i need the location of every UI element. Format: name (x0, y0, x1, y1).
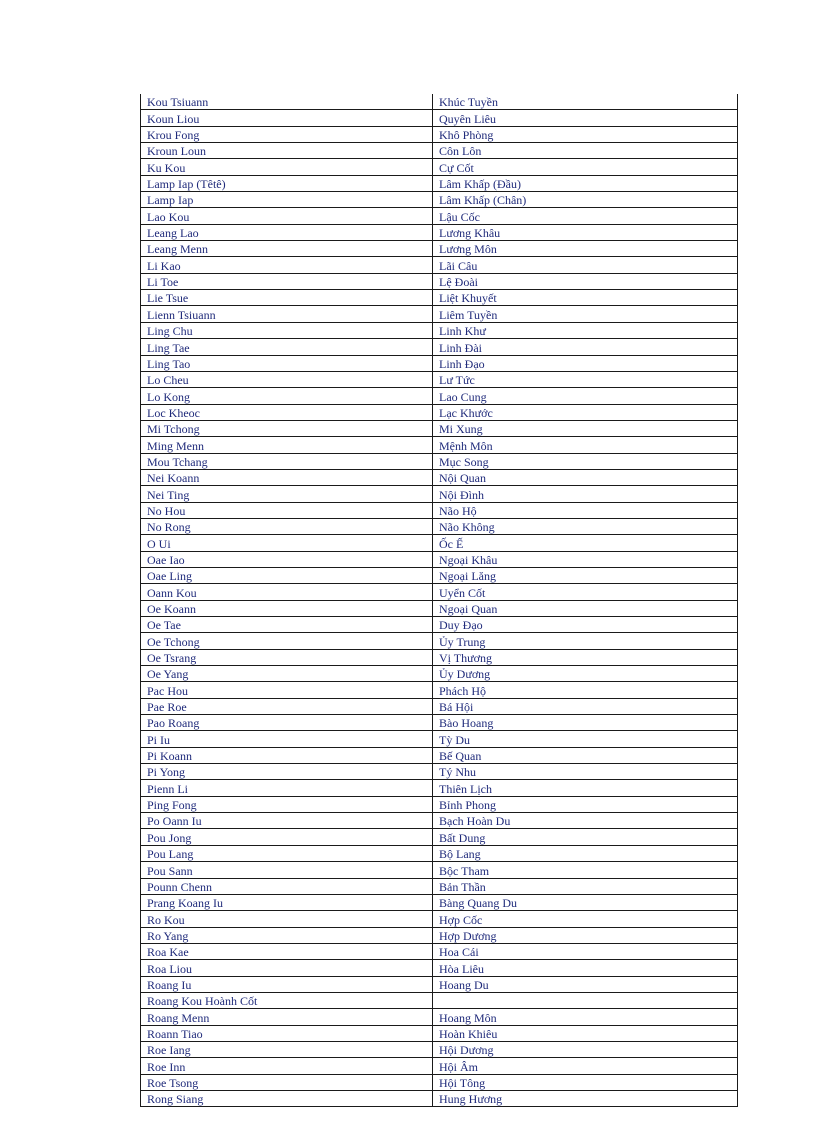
romanized-name-cell: Po Oann Iu (141, 813, 433, 829)
table-row (141, 584, 738, 600)
romanized-name-cell: Oae Iao (141, 551, 433, 567)
romanized-name-cell: Lamp Iap (Têtê) (141, 175, 433, 191)
romanized-name-cell: Oe Tchong (141, 633, 433, 649)
romanized-name-cell: Loc Kheoc (141, 404, 433, 420)
table-row (141, 159, 738, 175)
romanized-name-cell: Pac Hou (141, 682, 433, 698)
table-row (141, 486, 738, 502)
table-row (141, 273, 738, 289)
vietnamese-name-cell: Hoang Môn (433, 1009, 738, 1025)
table-row (141, 992, 738, 1008)
romanized-name-cell: Roe Tsong (141, 1074, 433, 1090)
table-row (141, 224, 738, 240)
vietnamese-name-cell: Khô Phòng (433, 126, 738, 142)
table-row (141, 1058, 738, 1074)
romanized-name-cell: Lao Kou (141, 208, 433, 224)
romanized-name-cell: Roe Iang (141, 1041, 433, 1057)
table-row (141, 535, 738, 551)
vietnamese-name-cell: Hợp Cốc (433, 911, 738, 927)
vietnamese-name-cell: Hội Dương (433, 1041, 738, 1057)
vietnamese-name-cell: Bộc Tham (433, 862, 738, 878)
table-row (141, 747, 738, 763)
romanized-name-cell: Ling Tao (141, 355, 433, 371)
vietnamese-name-cell: Hòa Liêu (433, 960, 738, 976)
table-row (141, 633, 738, 649)
romanized-name-cell: Li Kao (141, 257, 433, 273)
table-row (141, 600, 738, 616)
vietnamese-name-cell: Hội Tông (433, 1074, 738, 1090)
romanized-name-cell: Ku Kou (141, 159, 433, 175)
vietnamese-name-cell: Bản Thần (433, 878, 738, 894)
table-row (141, 551, 738, 567)
vietnamese-name-cell: Quyên Liêu (433, 110, 738, 126)
romanized-name-cell: No Rong (141, 518, 433, 534)
vietnamese-name-cell: Hoàn Khiêu (433, 1025, 738, 1041)
romanized-name-cell: Leang Menn (141, 241, 433, 257)
romanized-name-cell: Pae Roe (141, 698, 433, 714)
vietnamese-name-cell: Lâm Khấp (Đầu) (433, 175, 738, 191)
romanized-name-cell: Koun Liou (141, 110, 433, 126)
romanized-name-cell: Roang Kou Hoành Cốt (141, 992, 433, 1008)
table-row (141, 796, 738, 812)
romanized-name-cell: Pi Koann (141, 747, 433, 763)
romanized-name-cell: Lienn Tsiuann (141, 306, 433, 322)
romanized-name-cell: Roa Kae (141, 943, 433, 959)
table-row (141, 518, 738, 534)
romanized-name-cell: Oe Tsrang (141, 649, 433, 665)
romanized-name-cell: Kou Tsiuann (141, 94, 433, 110)
vietnamese-name-cell: Tý Nhu (433, 764, 738, 780)
romanized-name-cell: Ro Kou (141, 911, 433, 927)
table-row (141, 862, 738, 878)
table-row (141, 437, 738, 453)
vietnamese-name-cell: Thiên Lịch (433, 780, 738, 796)
romanized-name-cell: Pounn Chenn (141, 878, 433, 894)
vietnamese-name-cell: Nội Đình (433, 486, 738, 502)
table-row (141, 126, 738, 142)
table-row (141, 780, 738, 796)
romanized-name-cell: No Hou (141, 502, 433, 518)
romanized-name-cell: Ping Fong (141, 796, 433, 812)
table-row (141, 698, 738, 714)
vietnamese-name-cell: Bế Quan (433, 747, 738, 763)
table-row (141, 813, 738, 829)
table-row (141, 94, 738, 110)
vietnamese-name-cell: Cự Cốt (433, 159, 738, 175)
vietnamese-name-cell: Uyển Cốt (433, 584, 738, 600)
vietnamese-name-cell: Bất Dung (433, 829, 738, 845)
vietnamese-name-cell: Bạch Hoàn Du (433, 813, 738, 829)
table-row (141, 1090, 738, 1106)
romanized-name-cell: Oe Koann (141, 600, 433, 616)
table-row (141, 241, 738, 257)
vietnamese-name-cell: Linh Khư (433, 322, 738, 338)
vietnamese-name-cell: Vị Thương (433, 649, 738, 665)
table-row (141, 339, 738, 355)
table-row (141, 110, 738, 126)
romanized-name-cell: Ling Chu (141, 322, 433, 338)
romanized-name-cell: Ming Menn (141, 437, 433, 453)
vietnamese-name-cell: Hung Hương (433, 1090, 738, 1106)
vietnamese-name-cell: Bỉnh Phong (433, 796, 738, 812)
vietnamese-name-cell: Phách Hộ (433, 682, 738, 698)
vietnamese-name-cell: Bào Hoang (433, 715, 738, 731)
table-row (141, 943, 738, 959)
table-row (141, 469, 738, 485)
vietnamese-name-cell: Bàng Quang Du (433, 894, 738, 910)
romanized-name-cell: Oe Tae (141, 617, 433, 633)
vietnamese-name-cell: Hợp Dương (433, 927, 738, 943)
table-row (141, 927, 738, 943)
romanized-name-cell: Pou Lang (141, 845, 433, 861)
table-row (141, 371, 738, 387)
vietnamese-name-cell: Lạc Khước (433, 404, 738, 420)
vietnamese-name-cell: Khúc Tuyền (433, 94, 738, 110)
vietnamese-name-cell: Nội Quan (433, 469, 738, 485)
table-row (141, 829, 738, 845)
table-row (141, 143, 738, 159)
romanized-name-cell: Nei Ting (141, 486, 433, 502)
table-row (141, 617, 738, 633)
table-row (141, 878, 738, 894)
romanized-name-cell: Lo Cheu (141, 371, 433, 387)
romanized-name-cell: Pao Roang (141, 715, 433, 731)
table-row (141, 453, 738, 469)
table-row (141, 894, 738, 910)
table-row (141, 567, 738, 583)
romanized-name-cell: Roann Tiao (141, 1025, 433, 1041)
vietnamese-name-cell: Ngoại Khâu (433, 551, 738, 567)
vietnamese-name-cell: Mục Song (433, 453, 738, 469)
vietnamese-name-cell: Ủy Dương (433, 666, 738, 682)
romanized-name-cell: O Ui (141, 535, 433, 551)
romanized-name-cell: Roang Menn (141, 1009, 433, 1025)
romanized-name-cell: Roa Liou (141, 960, 433, 976)
romanized-name-cell: Ro Yang (141, 927, 433, 943)
table-row (141, 1074, 738, 1090)
romanized-name-cell: Pou Sann (141, 862, 433, 878)
table-row (141, 1025, 738, 1041)
table-row (141, 420, 738, 436)
romanized-name-cell: Pienn Li (141, 780, 433, 796)
vietnamese-name-cell: Não Không (433, 518, 738, 534)
table-body (141, 94, 738, 1107)
vietnamese-name-cell: Lệ Đoài (433, 273, 738, 289)
vietnamese-name-cell: Mi Xung (433, 420, 738, 436)
vietnamese-name-cell: Ủy Trung (433, 633, 738, 649)
vietnamese-name-cell: Bộ Lang (433, 845, 738, 861)
romanized-name-cell: Li Toe (141, 273, 433, 289)
table-row (141, 175, 738, 191)
table-row (141, 1009, 738, 1025)
romanized-name-cell: Oann Kou (141, 584, 433, 600)
vietnamese-name-cell: Hoa Cái (433, 943, 738, 959)
romanized-name-cell: Lamp Iap (141, 192, 433, 208)
table-row (141, 731, 738, 747)
romanized-name-cell: Leang Lao (141, 224, 433, 240)
romanized-name-cell: Oae Ling (141, 567, 433, 583)
romanized-name-cell: Mou Tchang (141, 453, 433, 469)
vietnamese-name-cell: Bá Hội (433, 698, 738, 714)
vietnamese-name-cell: Mệnh Môn (433, 437, 738, 453)
vietnamese-name-cell: Lậu Cốc (433, 208, 738, 224)
table-row (141, 257, 738, 273)
romanized-name-cell: Roang Iu (141, 976, 433, 992)
table-row (141, 208, 738, 224)
table-row (141, 649, 738, 665)
romanized-name-cell: Mi Tchong (141, 420, 433, 436)
vietnamese-name-cell: Liệt Khuyết (433, 290, 738, 306)
vietnamese-name-cell: Ngoại Quan (433, 600, 738, 616)
romanized-name-cell: Kroun Loun (141, 143, 433, 159)
vietnamese-name-cell: Lương Khâu (433, 224, 738, 240)
romanized-name-cell: Ling Tae (141, 339, 433, 355)
romanized-name-cell: Oe Yang (141, 666, 433, 682)
vietnamese-name-cell: Duy Đạo (433, 617, 738, 633)
vietnamese-name-cell: Hội Âm (433, 1058, 738, 1074)
romanized-name-cell: Pou Jong (141, 829, 433, 845)
vietnamese-name-cell: Lãi Câu (433, 257, 738, 273)
romanized-name-cell: Lie Tsue (141, 290, 433, 306)
romanized-name-cell: Prang Koang Iu (141, 894, 433, 910)
vietnamese-name-cell: Linh Đài (433, 339, 738, 355)
table-row (141, 192, 738, 208)
table-row (141, 355, 738, 371)
acupoint-name-table (140, 94, 738, 1107)
table-row (141, 715, 738, 731)
table-row (141, 404, 738, 420)
table-row (141, 502, 738, 518)
vietnamese-name-cell: Lư Tức (433, 371, 738, 387)
vietnamese-name-cell: Tỳ Du (433, 731, 738, 747)
table-row (141, 845, 738, 861)
romanized-name-cell: Rong Siang (141, 1090, 433, 1106)
romanized-name-cell: Nei Koann (141, 469, 433, 485)
vietnamese-name-cell: Lương Môn (433, 241, 738, 257)
table-row (141, 976, 738, 992)
romanized-name-cell: Krou Fong (141, 126, 433, 142)
vietnamese-name-cell: Hoang Du (433, 976, 738, 992)
table-row (141, 666, 738, 682)
table-row (141, 322, 738, 338)
romanized-name-cell: Roe Inn (141, 1058, 433, 1074)
romanized-name-cell: Lo Kong (141, 388, 433, 404)
vietnamese-name-cell: Lao Cung (433, 388, 738, 404)
vietnamese-name-cell: Linh Đạo (433, 355, 738, 371)
table-row (141, 388, 738, 404)
table-row (141, 960, 738, 976)
table-row (141, 911, 738, 927)
vietnamese-name-cell: Lâm Khấp (Chân) (433, 192, 738, 208)
vietnamese-name-cell: Não Hộ (433, 502, 738, 518)
table-row (141, 290, 738, 306)
vietnamese-name-cell: Ốc Ế (433, 535, 738, 551)
vietnamese-name-cell: Liêm Tuyền (433, 306, 738, 322)
romanized-name-cell: Pi Iu (141, 731, 433, 747)
vietnamese-name-cell (433, 992, 738, 1008)
table-row (141, 682, 738, 698)
table-row (141, 1041, 738, 1057)
vietnamese-name-cell: Côn Lôn (433, 143, 738, 159)
vietnamese-name-cell: Ngoại Lăng (433, 567, 738, 583)
romanized-name-cell: Pi Yong (141, 764, 433, 780)
table-row (141, 764, 738, 780)
table-row (141, 306, 738, 322)
